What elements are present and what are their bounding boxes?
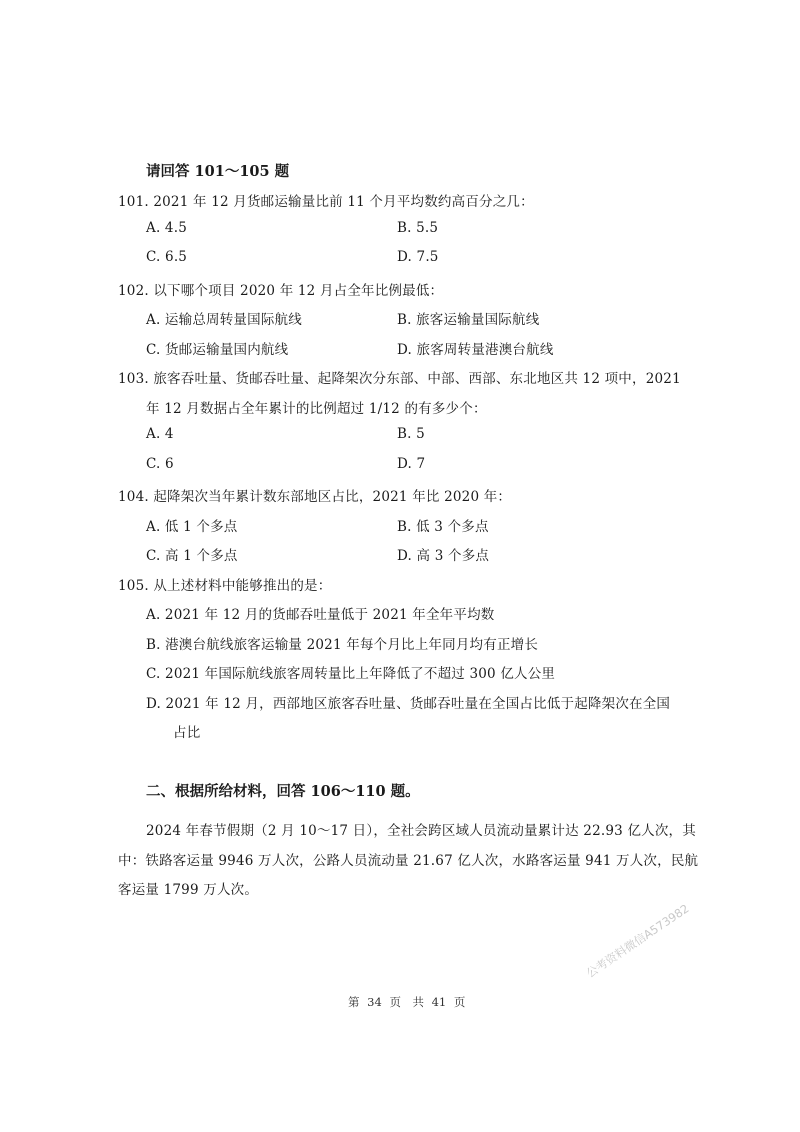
watermark: 公考资料微信A573982 (583, 901, 692, 981)
option-d: D. 高 3 个多点 (397, 548, 490, 564)
option-b: B. 旅客运输量国际航线 (397, 312, 540, 328)
option-c: C. 货邮运输量国内航线 (146, 342, 289, 358)
question-stem-line-1: 103. 旅客吞吐量、货邮吞吐量、起降架次分东部、中部、西部、东北地区共 12 项中，2021 (118, 371, 681, 387)
option-d: D. 旅客周转量港澳台航线 (397, 342, 554, 358)
option-b: B. 5.5 (397, 220, 439, 236)
option-c: C. 6.5 (146, 249, 188, 265)
option-c: C. 6 (146, 456, 174, 472)
page-footer: 第 34 页 共 41 页 (348, 995, 466, 1009)
question-stem: 105. 从上述材料中能够推出的是： (118, 578, 332, 594)
question-stem-line-2: 年 12 月数据占全年累计的比例超过 1/12 的有多少个： (146, 401, 487, 417)
material-line-3: 客运量 1799 万人次。 (118, 882, 259, 898)
option-a: A. 4 (146, 426, 174, 442)
option-a: A. 低 1 个多点 (146, 519, 238, 535)
option-d-line-1: D. 2021 年 12 月，西部地区旅客吞吐量、货邮吞吐量在全国占比低于起降架次在全国 (146, 696, 671, 712)
option-d: D. 7 (397, 456, 426, 472)
question-stem: 102. 以下哪个项目 2020 年 12 月占全年比例最低： (118, 283, 444, 299)
section-heading-2: 二、根据所给材料，回答 106～110 题。 (146, 783, 420, 800)
question-stem: 101. 2021 年 12 月货邮运输量比前 11 个月平均数约高百分之几： (118, 194, 534, 210)
option-a: A. 4.5 (146, 220, 188, 236)
option-b: B. 低 3 个多点 (397, 519, 489, 535)
option-d: D. 7.5 (397, 249, 439, 265)
question-stem: 104. 起降架次当年累计数东部地区占比，2021 年比 2020 年： (118, 489, 512, 505)
option-c: C. 2021 年国际航线旅客周转量比上年降低了不超过 300 亿人公里 (146, 666, 556, 682)
material-line-2: 中：铁路客运量 9946 万人次，公路人员流动量 21.67 亿人次，水路客运量 941 万人次，民航 (118, 853, 699, 869)
option-d-line-2: 占比 (173, 725, 201, 741)
option-c: C. 高 1 个多点 (146, 548, 238, 564)
option-b: B. 港澳台航线旅客运输量 2021 年每个月比上年同月均有正增长 (146, 637, 539, 653)
material-line-1: 2024 年春节假期（2 月 10～17 日），全社会跨区域人员流动量累计达 22.93 亿人次，其 (146, 823, 696, 839)
option-b: B. 5 (397, 426, 425, 442)
option-a: A. 2021 年 12 月的货邮吞吐量低于 2021 年全年平均数 (146, 607, 495, 623)
section-heading: 请回答 101～105 题 (146, 163, 290, 180)
option-a: A. 运输总周转量国际航线 (146, 312, 302, 328)
